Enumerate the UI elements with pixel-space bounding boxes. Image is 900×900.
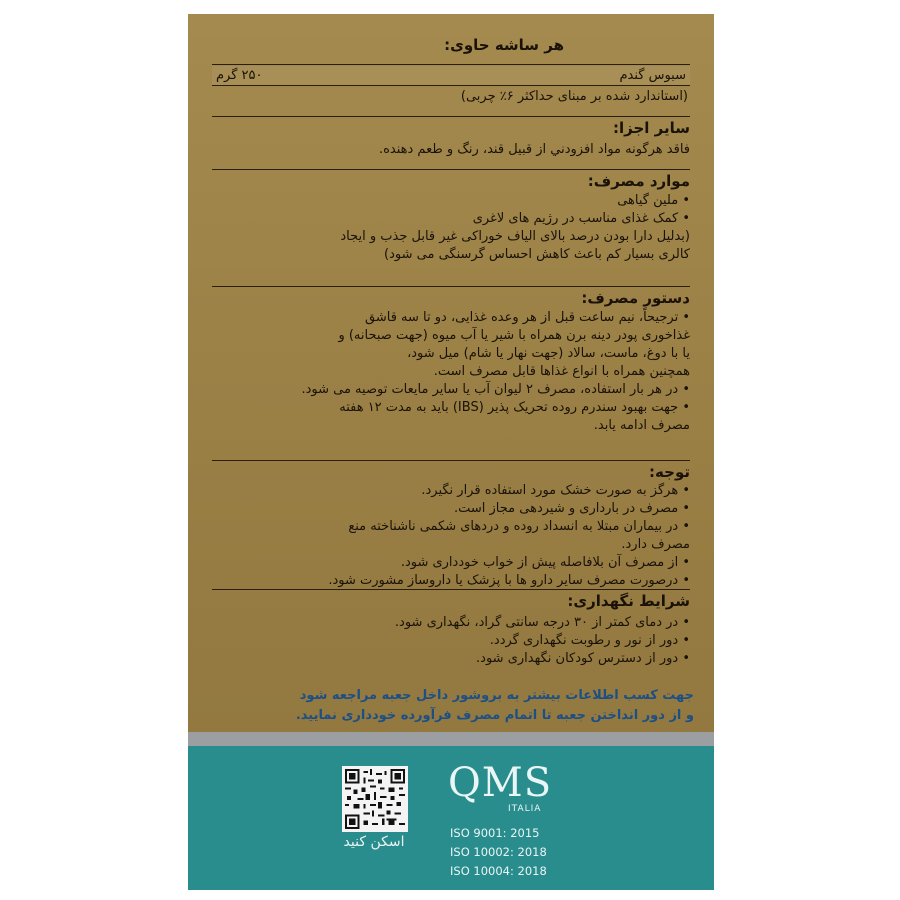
other-ingredients-text: فاقد هرگونه مواد افزودني از قبیل قند، رنگ و طعم دهنده.: [378, 142, 690, 157]
caution-line: • درصورت مصرف سایر دارو ها با پزشک یا داروساز مشورت شود.: [328, 573, 690, 588]
divider: [212, 116, 690, 117]
other-ingredients-title: سایر اجزا:: [613, 119, 690, 137]
storage-line: • دور از دسترس کودکان نگهداری شود.: [476, 651, 690, 666]
qr-code-icon[interactable]: [342, 766, 408, 832]
ingredient-amount: ۲۵۰ گرم: [216, 68, 263, 83]
divider: [212, 460, 690, 461]
divider: [212, 589, 690, 590]
label-content: [212, 14, 690, 724]
uses-line: • ملین گیاهی: [617, 193, 690, 208]
storage-line: • در دمای کمتر از ۳۰ درجه سانتی گراد، نگهداری شود.: [394, 615, 690, 630]
iso-line: ISO 9001: 2015: [450, 826, 540, 840]
caution-title: توجه:: [649, 463, 690, 481]
uses-line: (بدلیل دارا بودن درصد بالای الیاف خوراکی غیر قابل جذب و ایجاد: [340, 229, 690, 244]
contents-section: [212, 36, 690, 106]
divider: [212, 85, 690, 86]
qms-logo: QMS: [448, 760, 553, 806]
teal-band: [188, 746, 714, 890]
directions-line: همچنین همراه با انواع غذاها قابل مصرف است.: [433, 364, 690, 379]
directions-line: مصرف ادامه یابد.: [593, 418, 690, 433]
iso-line: ISO 10002: 2018: [450, 845, 547, 859]
brochure-notice-line: جهت کسب اطلاعات بیشتر به بروشور داخل جعبه مراجعه شود: [299, 688, 694, 703]
divider: [212, 64, 690, 65]
divider: [212, 169, 690, 170]
caution-line: مصرف دارد.: [621, 537, 690, 552]
storage-title: شرایط نگهداری:: [567, 592, 690, 610]
caution-line: • هرگز به صورت خشک مورد استفاده قرار نگیرد.: [421, 483, 690, 498]
caution-line: • از مصرف آن بلافاصله پیش از خواب خودداری شود.: [400, 555, 690, 570]
brochure-notice-line: و از دور انداختن جعبه تا اتمام مصرف فرآورده خودداری نمایید.: [295, 708, 694, 723]
uses-section: [212, 169, 690, 264]
divider: [212, 286, 690, 287]
storage-section: [212, 589, 690, 668]
caution-line: • مصرف در بارداری و شیردهی مجاز است.: [454, 501, 690, 516]
directions-line: • در هر بار استفاده، مصرف ۲ لیوان آب یا سایر مایعات توصیه می شود.: [301, 382, 690, 397]
directions-line: غذاخوری پودر دینه برن همراه با شیر یا آب میوه (جهت صبحانه) و: [338, 328, 690, 343]
directions-title: دستور مصرف:: [581, 289, 690, 307]
caution-line: • در بیماران مبتلا به انسداد روده و دردهای شکمی ناشناخته منع: [348, 519, 690, 534]
directions-line: • ترجیحاً، نیم ساعت قبل از هر وعده غذایی، دو تا سه قاشق: [365, 310, 690, 325]
standard-note: (استاندارد شده بر مبنای حداکثر ۶٪ چربی): [460, 89, 688, 104]
storage-line: • دور از نور و رطوبت نگهداری گردد.: [489, 633, 690, 648]
brochure-notice: [188, 686, 714, 726]
uses-line: کالری بسیار کم باعث کاهش احساس گرسنگی می شود): [384, 247, 690, 262]
contents-title: هر ساشه حاوی:: [444, 36, 564, 54]
iso-line: ISO 10004: 2018: [450, 864, 547, 878]
uses-line: • کمک غذای مناسب در رژیم های لاغری: [472, 211, 690, 226]
ingredient-row: [212, 66, 690, 85]
product-box-back: [188, 14, 714, 890]
qms-italia-text: ITALIA: [508, 804, 542, 814]
qr-caption: اسکن کنید: [343, 834, 405, 850]
directions-line: یا با دوغ، ماست، سالاد (جهت نهار یا شام) میل شود،: [407, 346, 690, 361]
directions-line: • جهت بهبود سندرم روده تحریک پذیر (IBS) باید به مدت ۱۲ هفته: [339, 400, 690, 415]
caution-section: [212, 460, 690, 590]
uses-title: موارد مصرف:: [587, 172, 690, 190]
other-ingredients-section: [212, 116, 690, 159]
directions-section: [212, 286, 690, 435]
gray-stripe: [188, 732, 714, 746]
ingredient-name: سبوس گندم: [619, 68, 686, 83]
